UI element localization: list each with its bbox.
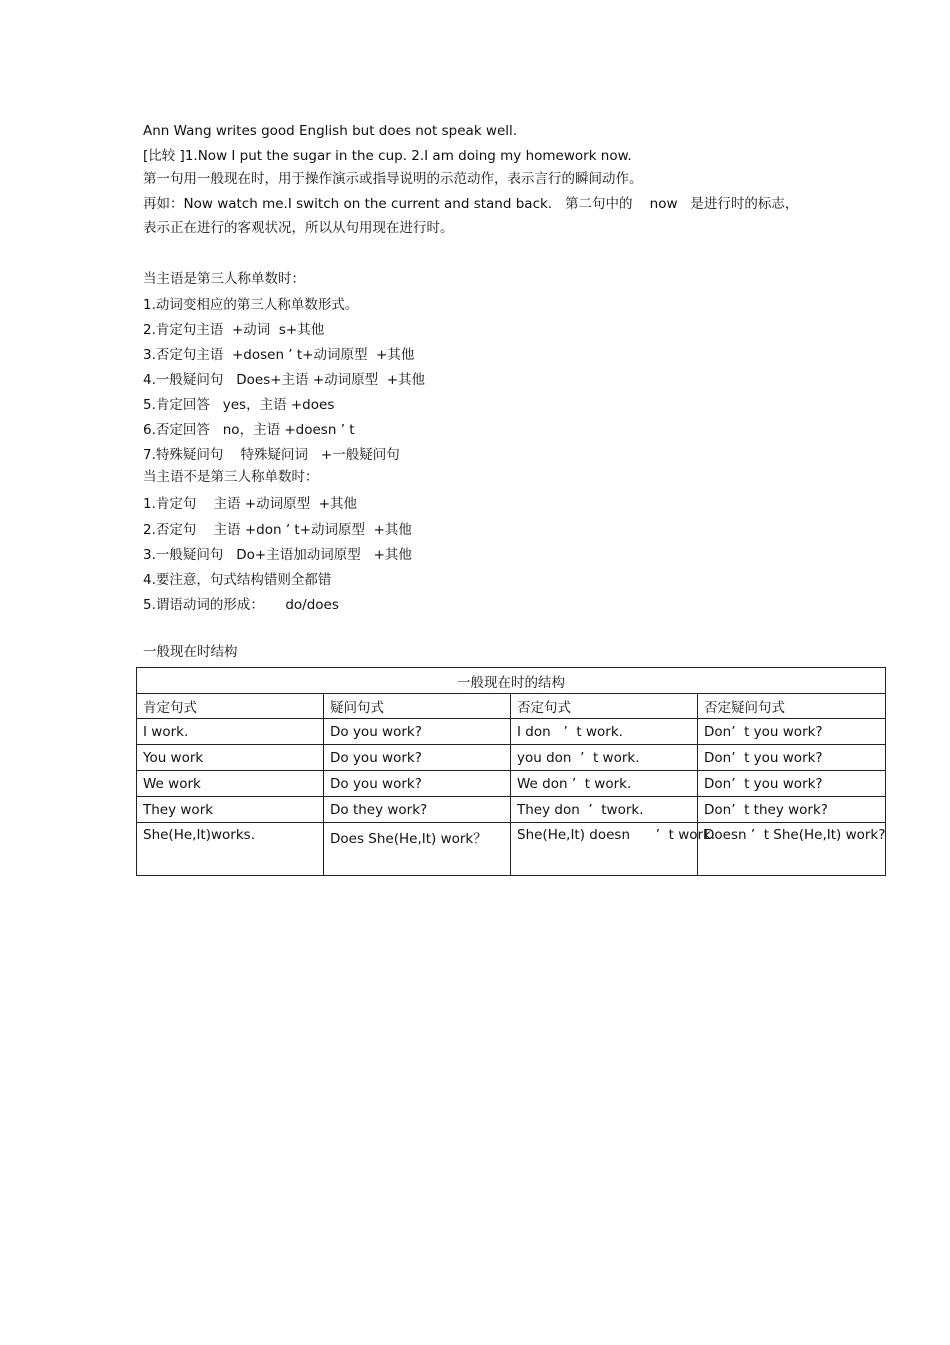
third-person-item: 7.特殊疑问句 特殊疑问词 +一般疑问句 (143, 447, 400, 463)
table-header-affirmative: 肯定句式 (137, 694, 324, 719)
third-person-item: 3.否定句主语 +dosen ’ t+动词原型 +其他 (143, 347, 415, 363)
table-row (137, 771, 886, 797)
paragraph-4: 再如：Now watch me.I switch on the current and stand back. 第二句中的 now 是进行时的标志， (143, 196, 799, 212)
table-row (137, 719, 886, 745)
table-cell: Don’ t you work? (698, 745, 886, 771)
table-row (137, 745, 886, 771)
table-cell: Don’ t they work? (698, 797, 886, 823)
table-cell: You work (137, 745, 324, 771)
paragraph-1: Ann Wang writes good English but does not speak well. (143, 123, 518, 139)
table-cell: Do you work? (324, 771, 511, 797)
non-third-person-item: 4.要注意，句式结构错则全都错 (143, 572, 332, 588)
table-caption: 一般现在时的结构 (137, 668, 886, 694)
table-cell: you don ’ t work. (511, 745, 698, 771)
non-third-person-item: 1.肯定句 主语 +动词原型 +其他 (143, 496, 358, 512)
third-person-heading: 当主语是第三人称单数时： (143, 271, 305, 287)
paragraph-5: 表示正在进行的客观状况，所以从句用现在进行时。 (143, 220, 454, 236)
paragraph-3: 第一句用一般现在时，用于操作演示或指导说明的示范动作，表示言行的瞬间动作。 (143, 171, 643, 187)
table-header-negative-interrogative: 否定疑问句式 (698, 694, 886, 719)
table-cell: Do they work? (324, 797, 511, 823)
non-third-person-item: 2.否定句 主语 +don ’ t+动词原型 +其他 (143, 522, 412, 538)
table-cell: We don ’ t work. (511, 771, 698, 797)
third-person-item: 5.肯定回答 yes，主语 +does (143, 397, 335, 413)
non-third-person-item: 5.谓语动词的形成： do/does (143, 597, 339, 613)
table-cell: Don’ t you work? (698, 719, 886, 745)
table-cell: Do you work? (324, 719, 511, 745)
table-cell: They don ’ twork. (511, 797, 698, 823)
table-cell: Doesn ’ t She(He,It) work? (698, 823, 886, 876)
paragraph-2: [比较 ]1.Now I put the sugar in the cup. 2.I am doing my homework now. (143, 148, 632, 164)
table-cell: Don’ t you work? (698, 771, 886, 797)
present-tense-table (136, 667, 886, 876)
third-person-item: 2.肯定句主语 +动词 s+其他 (143, 322, 325, 338)
table-cell: She(He,It)works. (137, 823, 324, 876)
table-cell: Does She(He,It) work？ (324, 823, 511, 876)
table-cell: Do you work? (324, 745, 511, 771)
table-cell: They work (137, 797, 324, 823)
non-third-person-heading: 当主语不是第三人称单数时： (143, 469, 319, 485)
table-row (137, 823, 886, 876)
table-cell: I don ’ t work. (511, 719, 698, 745)
third-person-item: 1.动词变相应的第三人称单数形式。 (143, 297, 359, 313)
table-row (137, 797, 886, 823)
structure-heading: 一般现在时结构 (143, 644, 238, 660)
non-third-person-item: 3.一般疑问句 Do+主语加动词原型 +其他 (143, 547, 412, 563)
third-person-item: 6.否定回答 no，主语 +doesn ’ t (143, 422, 355, 438)
table-header-negative: 否定句式 (511, 694, 698, 719)
third-person-item: 4.一般疑问句 Does+主语 +动词原型 +其他 (143, 372, 426, 388)
table-cell: She(He,It) doesn ’ t work. (511, 823, 698, 876)
table-cell: I work. (137, 719, 324, 745)
table-header-interrogative: 疑问句式 (324, 694, 511, 719)
table-cell: We work (137, 771, 324, 797)
